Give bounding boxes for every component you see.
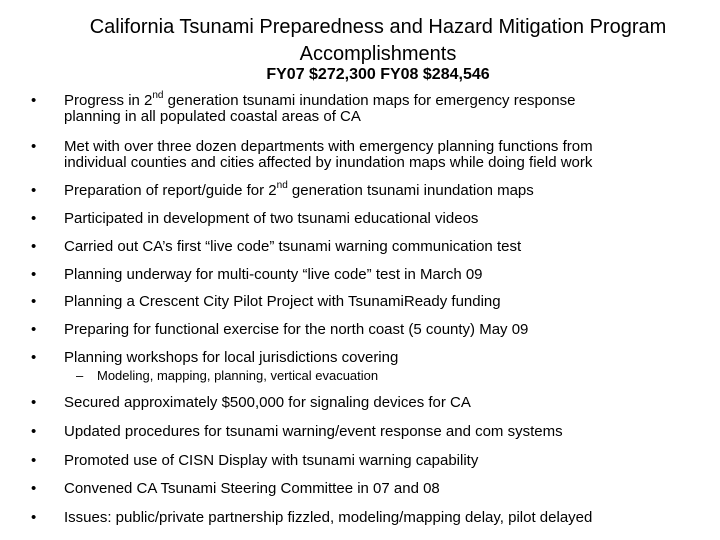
- list-item: Preparing for functional exercise for the north coast (5 county) May 09: [64, 321, 529, 338]
- list-item: Updated procedures for tsunami warning/event response and com systems: [64, 423, 563, 440]
- bullet-icon: •: [31, 138, 37, 155]
- bullet-icon: •: [31, 293, 37, 310]
- page-title-line2: Accomplishments: [299, 43, 457, 65]
- bullet-icon: •: [31, 480, 37, 497]
- list-item: Preparation of report/guide for 2nd generation tsunami inundation maps: [64, 180, 534, 199]
- bullet-icon: •: [31, 321, 37, 338]
- list-item: Promoted use of CISN Display with tsunami warning capability: [64, 452, 479, 469]
- bullet-icon: •: [31, 423, 37, 440]
- list-item: Progress in 2nd generation tsunami inundation maps for emergency response planning in all populated coastal areas of CA: [64, 90, 576, 125]
- list-item: Planning a Crescent City Pilot Project with TsunamiReady funding: [64, 293, 501, 310]
- list-item: Carried out CA’s first “live code” tsunami warning communication test: [64, 238, 522, 255]
- bullet-icon: •: [31, 349, 37, 366]
- bullet-icon: •: [31, 92, 37, 109]
- sub-list-item: Modeling, mapping, planning, vertical evacuation: [97, 368, 379, 383]
- list-item: Planning underway for multi-county “live code” test in March 09: [64, 266, 483, 283]
- funding-subtitle: FY07 $272,300 FY08 $284,546: [266, 66, 490, 83]
- bullet-icon: •: [31, 238, 37, 255]
- bullet-icon: •: [31, 182, 37, 199]
- list-item: Issues: public/private partnership fizzled, modeling/mapping delay, pilot delayed: [64, 509, 593, 526]
- bullet-icon: •: [31, 266, 37, 283]
- list-item: Convened CA Tsunami Steering Committee in 07 and 08: [64, 480, 440, 497]
- bullet-icon: •: [31, 509, 37, 526]
- list-item: Participated in development of two tsunami educational videos: [64, 210, 479, 227]
- dash-icon: –: [76, 368, 84, 383]
- list-item: Planning workshops for local jurisdictions covering: [64, 349, 399, 366]
- bullet-icon: •: [31, 394, 37, 411]
- list-item: Secured approximately $500,000 for signaling devices for CA: [64, 394, 471, 411]
- bullet-icon: •: [31, 210, 37, 227]
- bullet-icon: •: [31, 452, 37, 469]
- page-title: California Tsunami Preparedness and Hazard Mitigation Program: [89, 16, 667, 38]
- list-item: Met with over three dozen departments with emergency planning functions from individual counties and cities affected by inundation maps while doing field work: [64, 138, 593, 171]
